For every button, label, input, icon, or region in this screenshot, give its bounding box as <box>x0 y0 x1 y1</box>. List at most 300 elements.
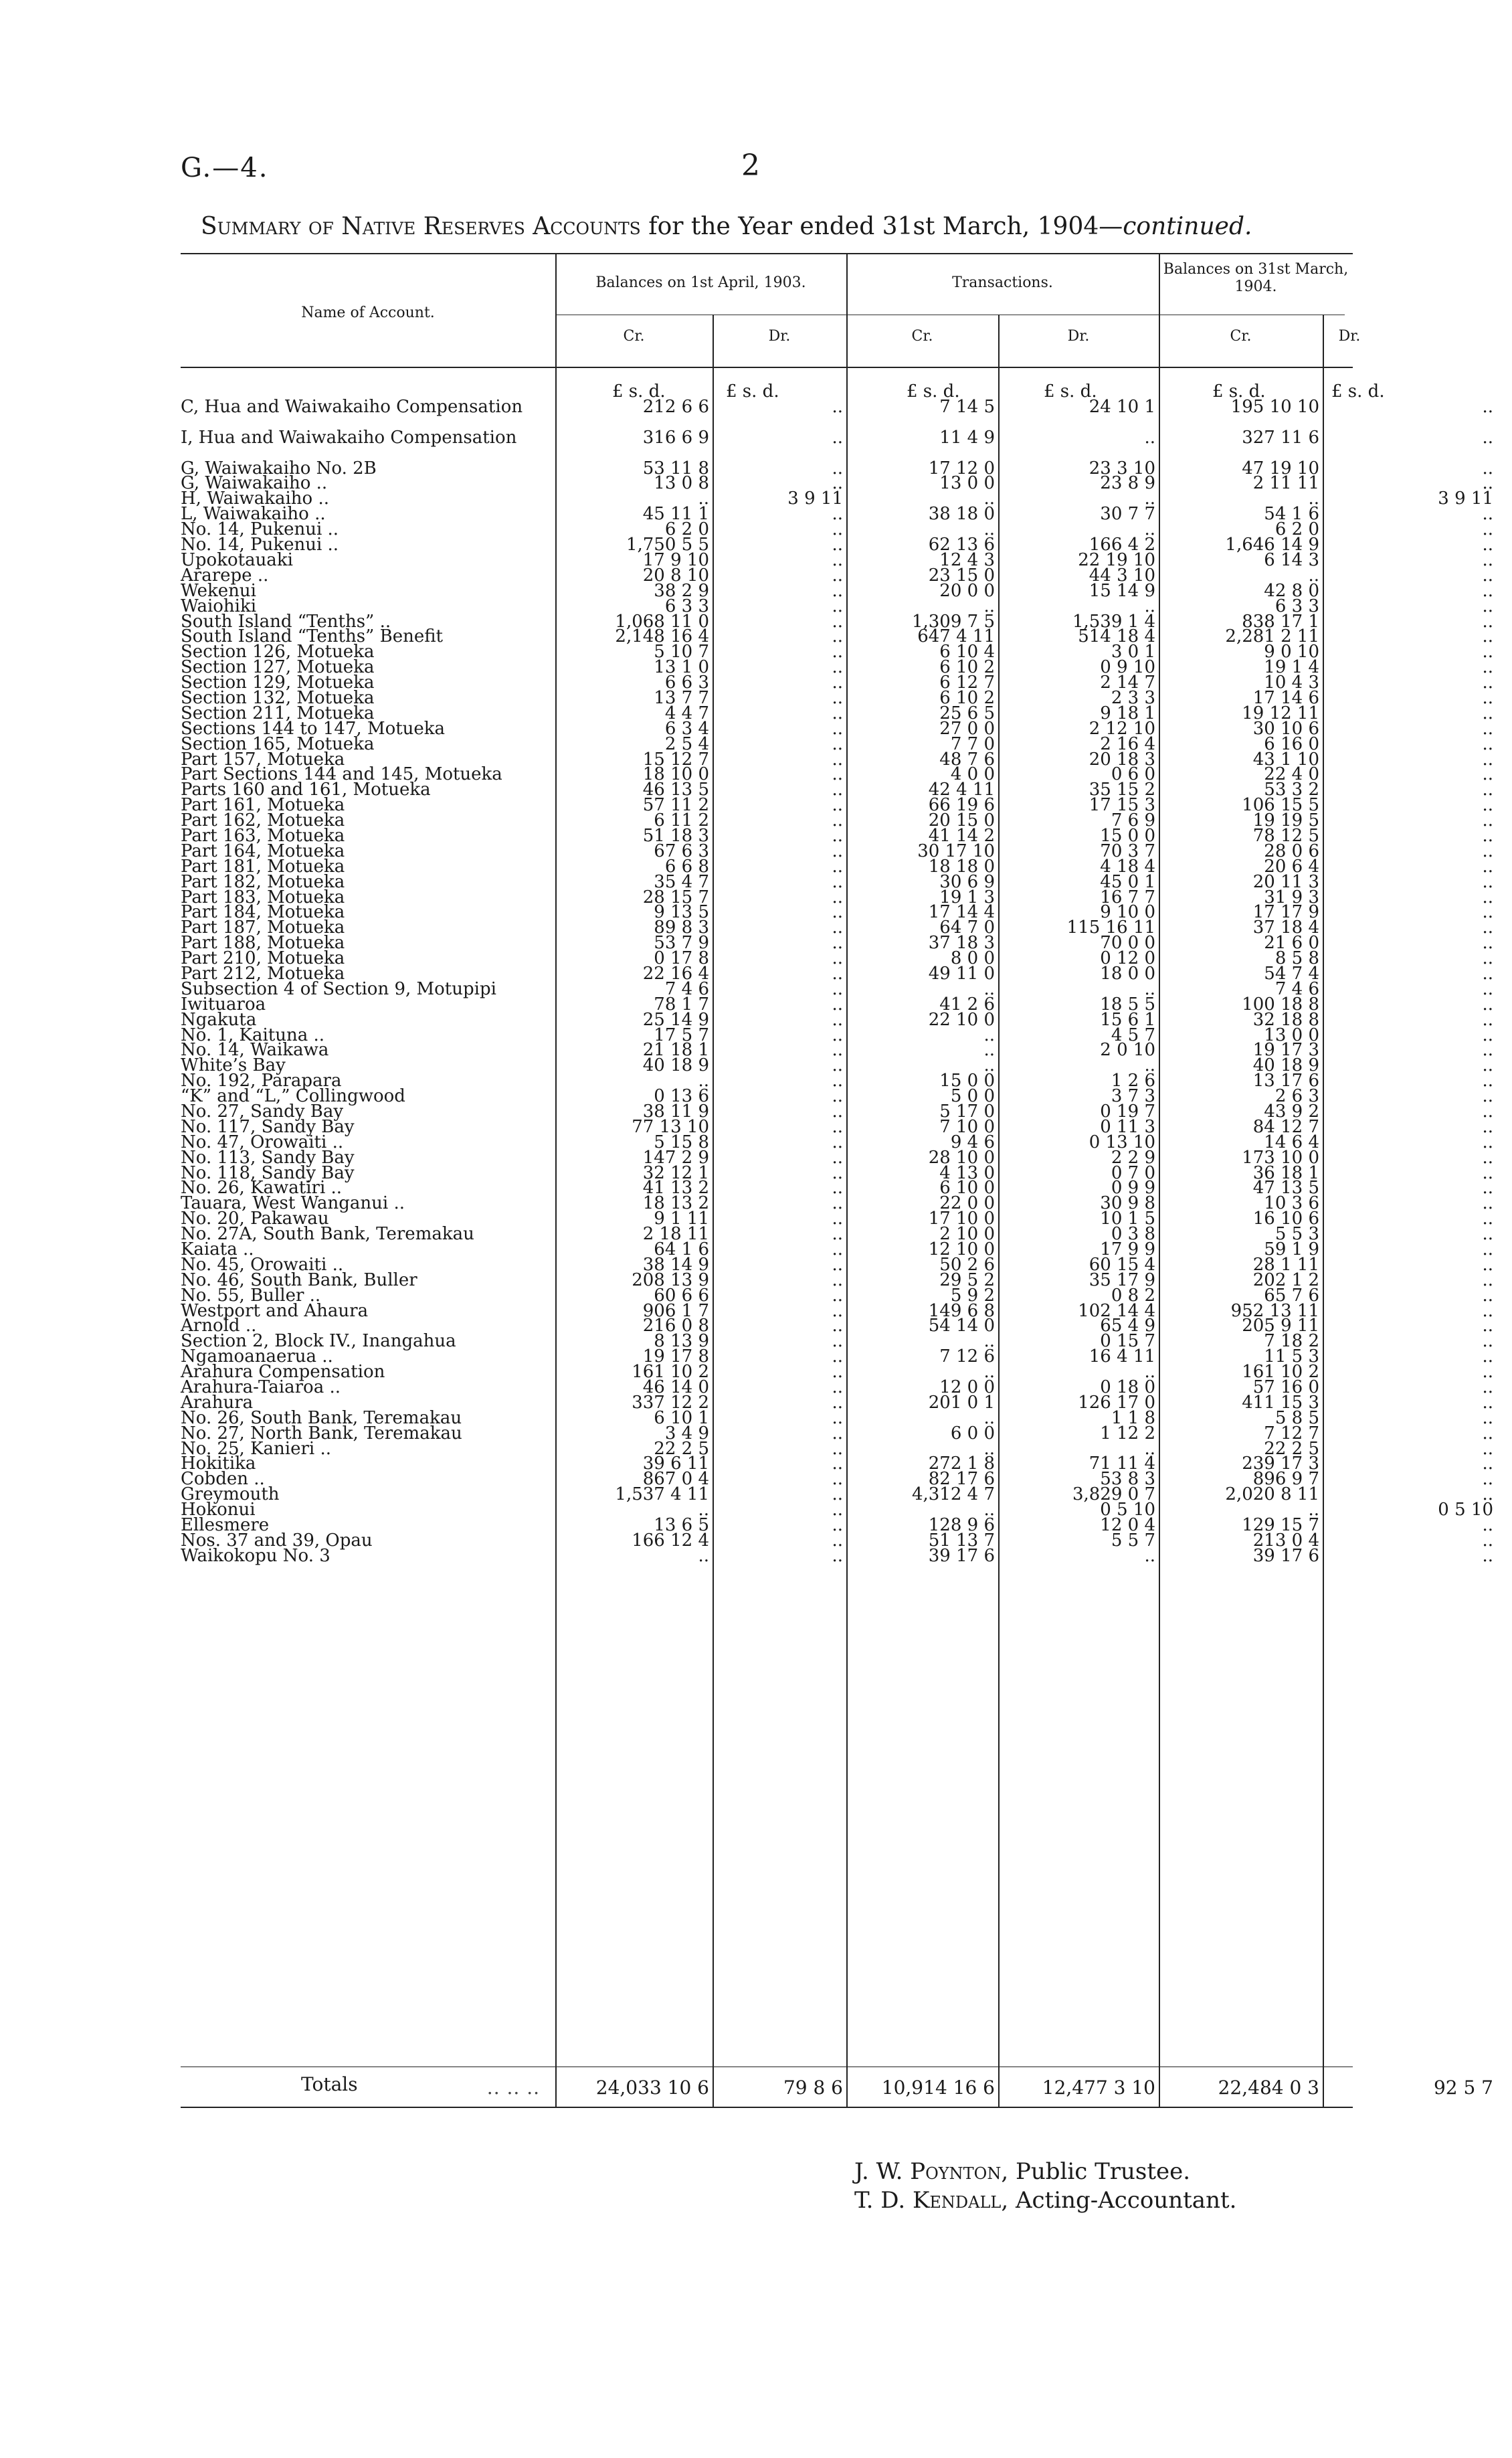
cell-closing-cr: 129 15 7 <box>1242 1515 1319 1536</box>
cell-transactions-cr: 23 15 0 <box>928 565 995 586</box>
table-top-rule <box>181 253 1353 254</box>
cell-opening-cr: 2,148 16 4 <box>615 626 709 647</box>
cell-closing-dr: .. <box>1482 1530 1493 1551</box>
table-header-rule <box>181 367 1353 368</box>
cell-opening-dr: .. <box>832 1025 843 1045</box>
cell-transactions-cr: 20 15 0 <box>928 810 995 831</box>
cell-closing-dr: .. <box>1482 1025 1493 1045</box>
cell-transactions-dr: 1 1 8 <box>1111 1407 1155 1428</box>
cell-transactions-cr: 5 0 0 <box>950 1086 995 1107</box>
cell-transactions-cr: 22 0 0 <box>939 1193 995 1214</box>
cell-closing-dr: .. <box>1482 733 1493 754</box>
cell-transactions-dr: 12 0 4 <box>1100 1515 1155 1536</box>
cell-transactions-cr: 1,309 7 5 <box>911 611 995 632</box>
cell-opening-dr: .. <box>832 1377 843 1398</box>
account-name: Ellesmere <box>181 1515 270 1536</box>
cell-transactions-dr: 0 9 10 <box>1100 657 1155 678</box>
cell-opening-dr: .. <box>832 1300 843 1321</box>
cell-transactions-cr: 17 14 4 <box>928 902 995 923</box>
cell-closing-dr: .. <box>1482 780 1493 800</box>
cell-opening-dr: .. <box>832 856 843 877</box>
cell-closing-cr: 8 5 8 <box>1274 948 1319 969</box>
cell-closing-dr: .. <box>1482 963 1493 984</box>
cell-closing-cr: .. <box>1308 565 1319 586</box>
cell-closing-dr: .. <box>1482 1209 1493 1229</box>
cell-transactions-cr: 6 10 4 <box>939 642 995 663</box>
account-name: No. 113, Sandy Bay <box>181 1147 355 1168</box>
cell-transactions-dr: 7 6 9 <box>1111 810 1155 831</box>
cell-transactions-cr: 5 17 0 <box>939 1102 995 1122</box>
cell-opening-dr: .. <box>832 1040 843 1061</box>
cell-opening-dr: .. <box>832 795 843 816</box>
cell-closing-dr: .. <box>1482 673 1493 693</box>
cell-opening-cr: 53 7 9 <box>654 933 709 954</box>
cell-closing-cr: 54 1 6 <box>1264 504 1319 525</box>
cell-closing-cr: 17 17 9 <box>1252 902 1319 923</box>
cell-transactions-dr: .. <box>1144 1545 1155 1566</box>
cell-closing-cr: 30 10 6 <box>1252 718 1319 739</box>
cell-opening-cr: .. <box>698 1545 709 1566</box>
cell-transactions-dr: 102 14 4 <box>1078 1300 1155 1321</box>
cell-transactions-dr: 10 1 5 <box>1100 1209 1155 1229</box>
cell-opening-dr: .. <box>832 780 843 800</box>
cell-opening-dr: .. <box>832 1269 843 1290</box>
cell-closing-cr: 2,281 2 11 <box>1225 626 1319 647</box>
cell-opening-dr: .. <box>832 1545 843 1566</box>
cell-closing-cr: 838 17 1 <box>1242 611 1319 632</box>
account-name: “K” and “L,” Collingwood <box>181 1086 405 1107</box>
cell-closing-cr: 21 6 0 <box>1264 933 1319 954</box>
cell-opening-dr: .. <box>832 1407 843 1428</box>
col-header-opening-balances: Balances on 1st April, 1903. <box>595 274 806 291</box>
cell-closing-cr: 161 10 2 <box>1242 1362 1319 1383</box>
cell-closing-dr: .. <box>1482 1392 1493 1413</box>
cell-opening-dr: .. <box>832 1239 843 1260</box>
cell-transactions-dr: 5 5 7 <box>1111 1530 1155 1551</box>
cell-closing-cr: 6 3 3 <box>1274 596 1319 616</box>
account-name: Part 188, Motueka <box>181 933 345 954</box>
account-name: Waikokopu No. 3 <box>181 1545 330 1566</box>
cell-opening-cr: 32 12 1 <box>642 1162 709 1183</box>
cell-closing-cr: 22 2 5 <box>1264 1438 1319 1459</box>
title-period: for the Year ended 31st March, 1904— <box>640 213 1123 240</box>
cell-transactions-cr: 30 17 10 <box>917 841 995 861</box>
totals-transactions-cr: 10,914 16 6 <box>881 2077 995 2099</box>
cell-closing-cr: 32 18 8 <box>1252 1009 1319 1030</box>
signature-public-trustee: J. W. Poynton, Public Trustee. <box>854 2158 1191 2185</box>
cell-opening-dr: .. <box>832 1071 843 1091</box>
cell-transactions-dr: 2 2 9 <box>1111 1147 1155 1168</box>
cell-opening-dr: .. <box>832 810 843 831</box>
cell-opening-dr: .. <box>832 749 843 770</box>
currency-units: £ s. d. <box>1044 381 1097 402</box>
cell-opening-dr: .. <box>832 580 843 601</box>
cell-transactions-cr: 54 14 0 <box>928 1316 995 1336</box>
cell-transactions-dr: 0 18 0 <box>1100 1377 1155 1398</box>
cell-closing-dr: .. <box>1482 994 1493 1015</box>
cell-closing-dr: .. <box>1482 657 1493 678</box>
cell-closing-cr: 327 11 6 <box>1242 427 1319 448</box>
account-name: Arahura Compensation <box>181 1362 385 1383</box>
cell-transactions-cr: 201 0 1 <box>928 1392 995 1413</box>
cell-transactions-dr: 16 7 7 <box>1100 887 1155 907</box>
cell-opening-dr: .. <box>832 687 843 708</box>
cell-transactions-dr: 2 16 4 <box>1100 733 1155 754</box>
cell-closing-cr: 5 5 3 <box>1274 1224 1319 1245</box>
cell-closing-dr: .. <box>1482 1285 1493 1306</box>
cell-closing-dr: .. <box>1482 1116 1493 1137</box>
cell-opening-dr: .. <box>832 1086 843 1107</box>
cell-opening-cr: 6 3 3 <box>664 596 709 616</box>
account-name: Wekenui <box>181 580 256 601</box>
cell-transactions-cr: 647 4 11 <box>917 626 995 647</box>
cell-closing-cr: 14 6 4 <box>1264 1132 1319 1152</box>
account-name: Subsection 4 of Section 9, Motupipi <box>181 978 496 999</box>
cell-closing-cr: 239 17 3 <box>1242 1454 1319 1474</box>
cell-closing-dr: .. <box>1482 841 1493 861</box>
cell-opening-dr: .. <box>832 1132 843 1152</box>
cell-closing-cr: 65 7 6 <box>1264 1285 1319 1306</box>
cell-transactions-dr: 18 0 0 <box>1100 963 1155 984</box>
cell-transactions-dr: 514 18 4 <box>1078 626 1155 647</box>
cell-opening-cr: 3 4 9 <box>664 1423 709 1443</box>
cell-opening-cr: 867 0 4 <box>642 1469 709 1490</box>
cell-closing-dr: .. <box>1482 1346 1493 1367</box>
cell-transactions-dr: 166 4 2 <box>1089 535 1155 555</box>
cell-transactions-dr: 35 15 2 <box>1089 780 1155 800</box>
cell-opening-cr: 89 8 3 <box>654 917 709 938</box>
cell-closing-cr: 28 0 6 <box>1264 841 1319 861</box>
cell-opening-cr: 51 18 3 <box>642 825 709 846</box>
cell-opening-cr: 216 0 8 <box>642 1316 709 1336</box>
cell-opening-dr: .. <box>832 1285 843 1306</box>
account-name: Part 187, Motueka <box>181 917 345 938</box>
cell-closing-cr: 6 16 0 <box>1264 733 1319 754</box>
cell-closing-cr: 106 15 5 <box>1242 795 1319 816</box>
cell-opening-cr: .. <box>698 1071 709 1091</box>
cell-opening-dr: .. <box>832 841 843 861</box>
cell-transactions-dr: 2 0 10 <box>1100 1040 1155 1061</box>
account-name: No. 26, Kawatiri .. <box>181 1178 343 1199</box>
cell-transactions-cr: 37 18 3 <box>928 933 995 954</box>
account-name: South Island “Tenths” .. <box>181 611 391 632</box>
col-header-cr: Cr. <box>1230 328 1252 345</box>
cell-closing-cr: 20 11 3 <box>1252 871 1319 892</box>
cell-transactions-dr: 18 5 5 <box>1100 994 1155 1015</box>
account-name: No. 14, Pukenui .. <box>181 535 339 555</box>
cell-transactions-cr: 4 0 0 <box>950 764 995 785</box>
cell-transactions-cr: 6 12 7 <box>939 673 995 693</box>
account-name: No. 46, South Bank, Buller <box>181 1269 417 1290</box>
cell-transactions-dr: 0 9 9 <box>1111 1178 1155 1199</box>
cell-opening-cr: 18 10 0 <box>642 764 709 785</box>
account-name: Part 182, Motueka <box>181 871 345 892</box>
cell-opening-cr: 6 10 1 <box>654 1407 709 1428</box>
cell-opening-cr: 38 14 9 <box>642 1254 709 1275</box>
cell-transactions-dr: 4 18 4 <box>1100 856 1155 877</box>
cell-transactions-dr: 65 4 9 <box>1100 1316 1155 1336</box>
cell-opening-dr: .. <box>832 1454 843 1474</box>
cell-transactions-dr: 0 11 3 <box>1100 1116 1155 1137</box>
cell-closing-cr: 39 17 6 <box>1252 1545 1319 1566</box>
cell-transactions-dr: 4 5 7 <box>1111 1025 1155 1045</box>
account-name: Upokotauaki <box>181 549 293 570</box>
account-name: Part 181, Motueka <box>181 856 345 877</box>
cell-closing-cr: 2 6 3 <box>1274 1086 1319 1107</box>
cell-transactions-cr: 7 12 6 <box>939 1346 995 1367</box>
account-name: Part 161, Motueka <box>181 795 345 816</box>
cell-closing-dr: .. <box>1482 596 1493 616</box>
account-name: Part 210, Motueka <box>181 948 345 969</box>
cell-opening-cr: 46 14 0 <box>642 1377 709 1398</box>
cell-transactions-cr: 12 4 3 <box>939 549 995 570</box>
cell-closing-dr: .. <box>1482 1132 1493 1152</box>
cell-closing-dr: .. <box>1482 1178 1493 1199</box>
cell-closing-cr: 59 1 9 <box>1264 1239 1319 1260</box>
cell-closing-cr: 78 12 5 <box>1252 825 1319 846</box>
account-name: No. 27, North Bank, Teremakau <box>181 1423 462 1443</box>
account-name: Arahura <box>181 1392 254 1413</box>
account-name: Section 132, Motueka <box>181 687 375 708</box>
account-name: I, Hua and Waiwakaiho Compensation <box>181 427 517 448</box>
cell-closing-dr: .. <box>1482 1362 1493 1383</box>
cell-closing-dr: .. <box>1482 1300 1493 1321</box>
cell-closing-dr: .. <box>1482 1454 1493 1474</box>
cell-opening-cr: 13 7 7 <box>654 687 709 708</box>
cell-transactions-dr: .. <box>1144 978 1155 999</box>
account-name: White’s Bay <box>181 1055 286 1076</box>
cell-opening-cr: 2 5 4 <box>664 733 709 754</box>
cell-opening-dr: .. <box>832 1009 843 1030</box>
cell-transactions-cr: 18 18 0 <box>928 856 995 877</box>
cell-transactions-dr: .. <box>1144 427 1155 448</box>
cell-opening-cr: 6 6 3 <box>664 673 709 693</box>
cell-transactions-cr: 38 18 0 <box>928 504 995 525</box>
account-name: Nos. 37 and 39, Opau <box>181 1530 373 1551</box>
account-name: No. 26, South Bank, Teremakau <box>181 1407 462 1428</box>
cell-transactions-dr: .. <box>1144 596 1155 616</box>
cell-opening-cr: .. <box>698 489 709 509</box>
cell-opening-dr: .. <box>832 1102 843 1122</box>
cell-transactions-dr: 0 6 0 <box>1111 764 1155 785</box>
cell-closing-dr: .. <box>1482 1316 1493 1336</box>
cell-transactions-dr: 70 0 0 <box>1100 933 1155 954</box>
col-header-dr: Dr. <box>1067 328 1090 345</box>
account-name: No. 55, Buller .. <box>181 1285 321 1306</box>
account-name: Sections 144 to 147, Motueka <box>181 718 446 739</box>
cell-closing-dr: .. <box>1482 887 1493 907</box>
cell-transactions-cr: 7 7 0 <box>950 733 995 754</box>
col-header-closing-balances: Balances on 31st March, 1904. <box>1163 261 1349 295</box>
cell-opening-dr: .. <box>832 1392 843 1413</box>
cell-transactions-cr: 50 2 6 <box>939 1254 995 1275</box>
col-header-cr: Cr. <box>911 328 933 345</box>
cell-opening-cr: 17 5 7 <box>654 1025 709 1045</box>
account-name: Parts 160 and 161, Motueka <box>181 780 431 800</box>
cell-closing-cr: 19 12 11 <box>1242 703 1319 723</box>
document-reference: G.—4. <box>181 153 269 183</box>
cell-closing-cr: 54 7 4 <box>1264 963 1319 984</box>
account-name: Part 163, Motueka <box>181 825 345 846</box>
account-name: Part 183, Motueka <box>181 887 345 907</box>
totals-label: Totals <box>301 2073 358 2095</box>
cell-opening-dr: 3 9 11 <box>787 489 843 509</box>
cell-transactions-dr: 17 15 3 <box>1089 795 1155 816</box>
cell-opening-cr: 41 13 2 <box>642 1178 709 1199</box>
cell-transactions-dr: 9 18 1 <box>1100 703 1155 723</box>
cell-transactions-cr: .. <box>983 1025 995 1045</box>
cell-opening-dr: .. <box>832 1346 843 1367</box>
cell-closing-cr: 202 1 2 <box>1252 1269 1319 1290</box>
col-header-name: Name of Account. <box>301 304 435 321</box>
cell-closing-dr: .. <box>1482 1009 1493 1030</box>
cell-transactions-cr: 49 11 0 <box>928 963 995 984</box>
cell-closing-cr: 2 11 11 <box>1252 473 1319 494</box>
cell-transactions-cr: 11 4 9 <box>939 427 995 448</box>
cell-closing-cr: 2,020 8 11 <box>1225 1484 1319 1505</box>
cell-opening-dr: .. <box>832 657 843 678</box>
cell-opening-dr: .. <box>832 535 843 555</box>
currency-units: £ s. d. <box>907 381 960 402</box>
cell-transactions-dr: 3 7 3 <box>1111 1086 1155 1107</box>
account-name: Part 157, Motueka <box>181 749 345 770</box>
cell-transactions-dr: 15 0 0 <box>1100 825 1155 846</box>
cell-closing-dr: .. <box>1482 795 1493 816</box>
cell-closing-cr: 952 13 11 <box>1230 1300 1319 1321</box>
account-name: No. 1, Kaituna .. <box>181 1025 325 1045</box>
cell-transactions-cr: 29 5 2 <box>939 1269 995 1290</box>
cell-closing-dr: .. <box>1482 458 1493 478</box>
col-header-cr: Cr. <box>623 328 645 345</box>
cell-opening-dr: .. <box>832 1362 843 1383</box>
cell-opening-cr: 22 2 5 <box>654 1438 709 1459</box>
cell-opening-dr: .. <box>832 917 843 938</box>
cell-opening-cr: 57 11 2 <box>642 795 709 816</box>
cell-opening-cr: 7 4 6 <box>664 978 709 999</box>
account-name: Arnold .. <box>181 1316 257 1336</box>
cell-closing-cr: 19 1 4 <box>1264 657 1319 678</box>
cell-closing-dr: .. <box>1482 473 1493 494</box>
cell-transactions-cr: 7 10 0 <box>939 1116 995 1137</box>
cell-closing-cr: 47 19 10 <box>1242 458 1319 478</box>
cell-opening-cr: 22 16 4 <box>642 963 709 984</box>
account-name: Ngakuta <box>181 1009 257 1030</box>
cell-opening-dr: .. <box>832 1193 843 1214</box>
cell-transactions-cr: 272 1 8 <box>928 1454 995 1474</box>
cell-opening-cr: 38 11 9 <box>642 1102 709 1122</box>
cell-opening-cr: 6 2 0 <box>664 519 709 540</box>
cell-transactions-dr: 15 6 1 <box>1100 1009 1155 1030</box>
cell-transactions-dr: 35 17 9 <box>1089 1269 1155 1290</box>
cell-transactions-dr: 1 12 2 <box>1100 1423 1155 1443</box>
cell-opening-dr: .. <box>832 1209 843 1229</box>
cell-closing-dr: .. <box>1482 1377 1493 1398</box>
cell-transactions-dr: .. <box>1144 1438 1155 1459</box>
cell-opening-dr: .. <box>832 473 843 494</box>
cell-opening-cr: 60 6 6 <box>654 1285 709 1306</box>
cell-transactions-dr: 53 8 3 <box>1100 1469 1155 1490</box>
cell-closing-cr: 7 18 2 <box>1264 1331 1319 1352</box>
cell-closing-cr: 31 9 3 <box>1264 887 1319 907</box>
cell-closing-cr: 7 4 6 <box>1274 978 1319 999</box>
cell-closing-dr: .. <box>1482 1423 1493 1443</box>
cell-closing-dr: .. <box>1482 917 1493 938</box>
cell-opening-cr: 0 13 6 <box>654 1086 709 1107</box>
cell-opening-cr: 45 11 1 <box>642 504 709 525</box>
cell-closing-cr: 6 2 0 <box>1274 519 1319 540</box>
cell-opening-dr: .. <box>832 733 843 754</box>
cell-opening-dr: .. <box>832 1055 843 1076</box>
cell-transactions-dr: 0 8 2 <box>1111 1285 1155 1306</box>
cell-transactions-cr: 12 10 0 <box>928 1239 995 1260</box>
cell-closing-dr: .. <box>1482 1254 1493 1275</box>
cell-closing-cr: 13 17 6 <box>1252 1071 1319 1091</box>
title-continued: continued. <box>1123 213 1252 240</box>
cell-closing-dr: .. <box>1482 1162 1493 1183</box>
cell-opening-dr: .. <box>832 1116 843 1137</box>
cell-opening-cr: 316 6 9 <box>642 427 709 448</box>
cell-transactions-dr: 60 15 4 <box>1089 1254 1155 1275</box>
cell-opening-cr: 25 14 9 <box>642 1009 709 1030</box>
cell-transactions-dr: 9 10 0 <box>1100 902 1155 923</box>
cell-transactions-cr: 8 0 0 <box>950 948 995 969</box>
currency-units: £ s. d. <box>1331 381 1385 402</box>
cell-transactions-cr: 7 14 5 <box>939 397 995 417</box>
cell-closing-cr: 57 16 0 <box>1252 1377 1319 1398</box>
cell-opening-dr: .. <box>832 948 843 969</box>
cell-closing-cr: 84 12 7 <box>1252 1116 1319 1137</box>
cell-closing-dr: .. <box>1482 1193 1493 1214</box>
cell-closing-dr: .. <box>1482 687 1493 708</box>
cell-transactions-dr: 30 9 8 <box>1100 1193 1155 1214</box>
cell-transactions-dr: .. <box>1144 1055 1155 1076</box>
signature-acting-accountant: T. D. Kendall, Acting-Accountant. <box>854 2187 1237 2214</box>
cell-opening-cr: 0 17 8 <box>654 948 709 969</box>
account-name: Hokonui <box>181 1500 256 1520</box>
cell-opening-dr: .. <box>832 718 843 739</box>
cell-transactions-cr: 48 7 6 <box>939 749 995 770</box>
cell-closing-dr: .. <box>1482 1239 1493 1260</box>
cell-transactions-dr: 23 3 10 <box>1089 458 1155 478</box>
cell-opening-dr: .. <box>832 642 843 663</box>
cell-opening-cr: 78 1 7 <box>654 994 709 1015</box>
cell-opening-dr: .. <box>832 994 843 1015</box>
account-name: Westport and Ahaura <box>181 1300 369 1321</box>
cell-closing-cr: 6 14 3 <box>1264 549 1319 570</box>
cell-opening-dr: .. <box>832 887 843 907</box>
cell-transactions-cr: 12 0 0 <box>939 1377 995 1398</box>
cell-closing-cr: 100 18 8 <box>1242 994 1319 1015</box>
account-name: G, Waiwakaiho .. <box>181 473 328 494</box>
cell-opening-dr: .. <box>832 825 843 846</box>
cell-closing-dr: .. <box>1482 1086 1493 1107</box>
cell-opening-cr: 1,068 11 0 <box>615 611 709 632</box>
cell-transactions-cr: .. <box>983 519 995 540</box>
account-name: No. 20, Pakawau <box>181 1209 329 1229</box>
cell-opening-dr: .. <box>832 1438 843 1459</box>
cell-transactions-dr: 0 19 7 <box>1100 1102 1155 1122</box>
cell-transactions-dr: 45 0 1 <box>1100 871 1155 892</box>
cell-transactions-cr: 17 10 0 <box>928 1209 995 1229</box>
cell-opening-dr: .. <box>832 902 843 923</box>
cell-closing-cr: .. <box>1308 489 1319 509</box>
cell-transactions-dr: 115 16 11 <box>1066 917 1155 938</box>
account-name: No. 192, Parapara <box>181 1071 342 1091</box>
cell-opening-dr: .. <box>832 596 843 616</box>
cell-opening-dr: .. <box>832 397 843 417</box>
cell-opening-dr: .. <box>832 673 843 693</box>
cell-opening-cr: 20 8 10 <box>642 565 709 586</box>
